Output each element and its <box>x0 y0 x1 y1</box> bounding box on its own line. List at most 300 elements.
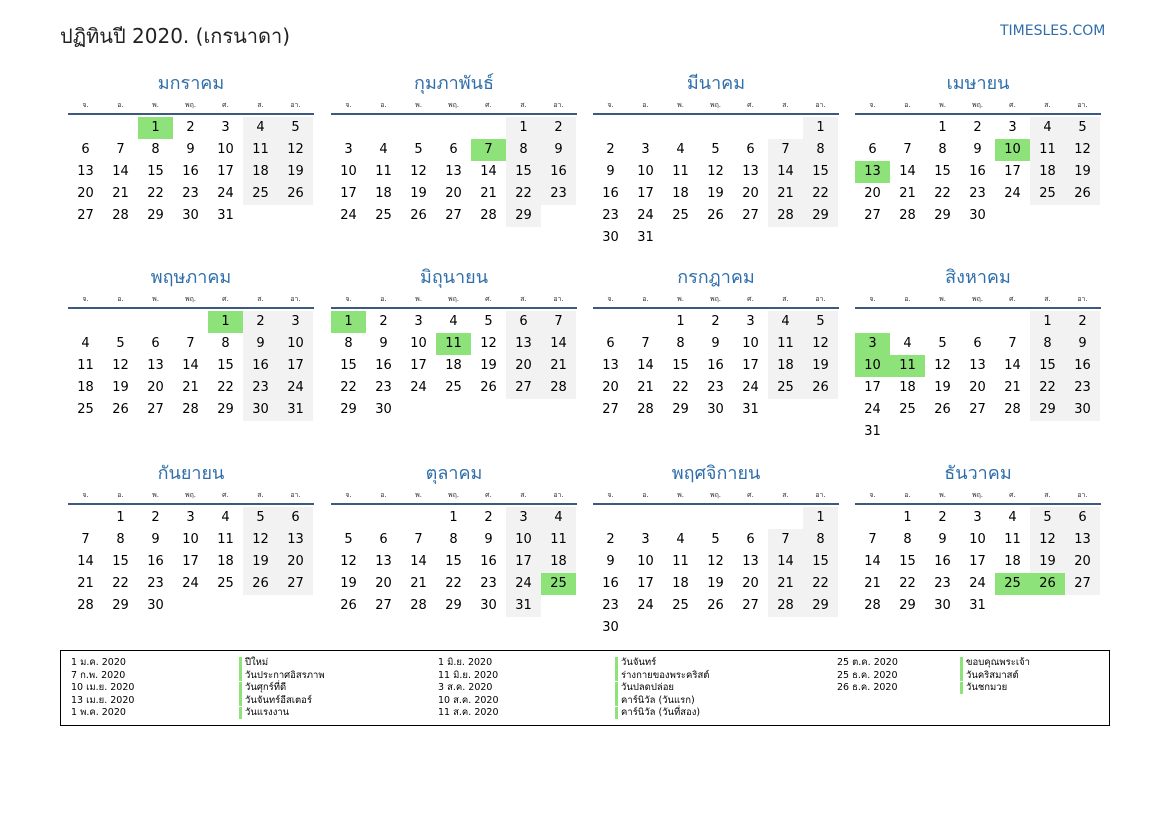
day-cell: 10 <box>217 142 234 157</box>
day-cell: 14 <box>637 358 654 373</box>
weekday-label: ส. <box>1044 295 1051 303</box>
day-cell: 2 <box>606 142 615 157</box>
holiday-day-cell: 25 <box>995 573 1030 595</box>
day-cell: 27 <box>742 208 759 223</box>
day-cell: 21 <box>1004 380 1021 395</box>
day-cell: 29 <box>147 208 164 223</box>
day-cell: 1 <box>938 120 947 135</box>
day-cell: 22 <box>803 183 838 205</box>
day-cell: 11 <box>243 139 278 161</box>
weekday-label: อา. <box>1077 491 1088 499</box>
day-cell: 19 <box>1065 161 1100 183</box>
day-cell: 21 <box>541 355 576 377</box>
day-cell: 26 <box>112 402 129 417</box>
day-cell: 7 <box>81 532 90 547</box>
holiday-date: 7 ก.พ. 2020 <box>71 669 126 681</box>
weekday-label: จ. <box>345 101 352 109</box>
day-cell: 30 <box>707 402 724 417</box>
day-cell: 2 <box>379 314 388 329</box>
day-cell: 3 <box>1008 120 1017 135</box>
weekday-label: พ. <box>677 491 684 499</box>
day-cell: 7 <box>641 336 650 351</box>
day-cell: 16 <box>934 554 951 569</box>
holiday-day-cell: 1 <box>331 311 366 333</box>
day-cell: 5 <box>711 532 720 547</box>
weekday-label: ส. <box>1044 101 1051 109</box>
day-cell: 8 <box>903 532 912 547</box>
day-cell: 6 <box>151 336 160 351</box>
day-cell: 24 <box>1004 186 1021 201</box>
weekday-label: พ. <box>677 101 684 109</box>
day-cell: 9 <box>938 532 947 547</box>
weekday-label: ส. <box>520 101 527 109</box>
day-cell: 16 <box>375 358 392 373</box>
day-grid <box>855 117 1101 249</box>
weekday-header <box>68 98 314 112</box>
day-cell: 13 <box>375 554 392 569</box>
day-cell: 19 <box>340 576 357 591</box>
day-cell: 24 <box>182 576 199 591</box>
day-cell: 3 <box>221 120 230 135</box>
day-cell: 26 <box>1065 183 1100 205</box>
weekday-label: จ. <box>607 101 614 109</box>
weekday-label: ส. <box>257 491 264 499</box>
weekday-header <box>68 292 314 306</box>
day-cell: 24 <box>278 377 313 399</box>
day-cell: 11 <box>672 164 689 179</box>
day-cell: 29 <box>934 208 951 223</box>
day-cell: 29 <box>803 595 838 617</box>
month-name: มกราคม <box>157 73 225 94</box>
day-cell: 27 <box>278 573 313 595</box>
day-cell: 20 <box>602 380 619 395</box>
day-cell: 31 <box>864 424 881 439</box>
day-cell: 8 <box>1030 333 1065 355</box>
day-cell: 15 <box>803 161 838 183</box>
page-title: ปฏิทินปี 2020. (เกรนาดา) <box>60 24 291 48</box>
day-cell: 12 <box>112 358 129 373</box>
day-cell: 21 <box>864 576 881 591</box>
weekday-header <box>331 292 577 306</box>
day-cell: 16 <box>147 554 164 569</box>
day-cell: 25 <box>77 402 94 417</box>
day-cell: 29 <box>112 598 129 613</box>
day-cell: 31 <box>969 598 986 613</box>
weekday-label: จ. <box>607 491 614 499</box>
weekday-label: พฤ. <box>447 491 460 499</box>
day-cell: 5 <box>1030 507 1065 529</box>
weekday-label: จ. <box>607 295 614 303</box>
month-block <box>855 460 1101 650</box>
day-cell: 12 <box>340 554 357 569</box>
month-name: สิงหาคม <box>945 267 1011 288</box>
weekday-label: อ. <box>117 491 124 499</box>
day-cell: 6 <box>868 142 877 157</box>
weekday-label: อ. <box>642 295 649 303</box>
day-cell: 19 <box>112 380 129 395</box>
day-cell: 12 <box>934 358 951 373</box>
day-cell: 6 <box>973 336 982 351</box>
day-cell: 22 <box>112 576 129 591</box>
holiday-marker <box>615 669 618 681</box>
month-divider <box>331 503 577 505</box>
day-cell: 25 <box>217 576 234 591</box>
holiday-day-cell: 25 <box>541 573 576 595</box>
day-cell: 22 <box>1030 377 1065 399</box>
day-cell: 17 <box>217 164 234 179</box>
day-cell: 21 <box>768 573 803 595</box>
weekday-label: พฤ. <box>447 295 460 303</box>
day-cell: 26 <box>803 377 838 399</box>
day-cell: 20 <box>278 551 313 573</box>
day-cell: 11 <box>768 333 803 355</box>
day-cell: 22 <box>934 186 951 201</box>
day-cell: 31 <box>742 402 759 417</box>
day-cell: 4 <box>541 507 576 529</box>
day-cell: 15 <box>445 554 462 569</box>
day-cell: 28 <box>899 208 916 223</box>
day-cell: 9 <box>711 336 720 351</box>
day-cell: 4 <box>676 142 685 157</box>
holiday-name: วันคริสมาสต์ <box>966 669 1019 681</box>
month-divider <box>331 113 577 115</box>
day-cell: 14 <box>768 551 803 573</box>
day-cell: 20 <box>147 380 164 395</box>
day-cell: 2 <box>151 510 160 525</box>
day-cell: 2 <box>938 510 947 525</box>
day-cell: 8 <box>803 529 838 551</box>
day-cell: 14 <box>182 358 199 373</box>
day-cell: 6 <box>746 142 755 157</box>
day-cell: 3 <box>186 510 195 525</box>
day-cell: 9 <box>1065 333 1100 355</box>
day-cell: 31 <box>506 595 541 617</box>
day-cell: 2 <box>606 532 615 547</box>
month-block <box>331 264 577 454</box>
holiday-day-cell: 3 <box>855 333 890 355</box>
day-cell: 5 <box>484 314 493 329</box>
day-cell: 14 <box>768 161 803 183</box>
day-cell: 3 <box>278 311 313 333</box>
day-cell: 22 <box>506 183 541 205</box>
day-cell: 28 <box>768 595 803 617</box>
holiday-name: วันแรงงาน <box>245 707 290 718</box>
weekday-label: พ. <box>152 491 159 499</box>
day-cell: 27 <box>1065 573 1100 595</box>
day-cell: 14 <box>112 164 129 179</box>
day-cell: 26 <box>278 183 313 205</box>
weekday-label: พฤ. <box>184 295 197 303</box>
day-cell: 1 <box>803 507 838 529</box>
day-cell: 13 <box>602 358 619 373</box>
day-cell: 29 <box>672 402 689 417</box>
day-cell: 10 <box>506 529 541 551</box>
weekday-label: อ. <box>904 101 911 109</box>
weekday-label: จ. <box>869 101 876 109</box>
day-cell: 3 <box>506 507 541 529</box>
holiday-name: วันจันทร์ <box>621 657 657 668</box>
day-cell: 2 <box>186 120 195 135</box>
weekday-header <box>855 98 1101 112</box>
day-cell: 11 <box>77 358 94 373</box>
weekday-header <box>68 488 314 502</box>
day-cell: 18 <box>217 554 234 569</box>
day-cell: 19 <box>934 380 951 395</box>
weekday-label: พ. <box>939 491 946 499</box>
weekday-label: ศ. <box>485 491 492 499</box>
month-divider <box>855 503 1101 505</box>
day-cell: 6 <box>1065 507 1100 529</box>
day-grid <box>68 507 314 639</box>
day-cell: 30 <box>602 230 619 245</box>
day-cell: 17 <box>637 186 654 201</box>
holiday-marker <box>615 707 618 719</box>
weekday-label: อา. <box>553 295 564 303</box>
day-cell: 24 <box>637 208 654 223</box>
day-cell: 25 <box>899 402 916 417</box>
weekday-header <box>331 488 577 502</box>
day-cell: 12 <box>480 336 497 351</box>
holiday-date: 1 พ.ค. 2020 <box>71 707 126 718</box>
month-name: กันยายน <box>157 463 225 484</box>
day-cell: 24 <box>340 208 357 223</box>
day-cell: 9 <box>186 142 195 157</box>
holiday-name: วันศุกร์ที่ดี <box>245 682 287 693</box>
weekday-label: จ. <box>82 101 89 109</box>
holiday-day-cell: 7 <box>471 139 506 161</box>
weekday-label: อา. <box>290 491 301 499</box>
day-cell: 14 <box>899 164 916 179</box>
weekday-label: พฤ. <box>709 491 722 499</box>
holiday-marker <box>615 694 618 706</box>
holiday-day-cell: 13 <box>855 161 890 183</box>
weekday-label: อ. <box>380 295 387 303</box>
day-cell: 10 <box>969 532 986 547</box>
weekday-label: อ. <box>380 101 387 109</box>
day-cell: 12 <box>707 554 724 569</box>
day-cell: 18 <box>541 551 576 573</box>
day-cell: 31 <box>217 208 234 223</box>
day-cell: 13 <box>445 164 462 179</box>
day-cell: 23 <box>541 183 576 205</box>
day-grid <box>331 311 577 443</box>
weekday-header <box>855 292 1101 306</box>
holiday-marker <box>239 669 242 681</box>
weekday-label: อ. <box>117 295 124 303</box>
day-cell: 2 <box>1065 311 1100 333</box>
day-cell: 19 <box>243 551 278 573</box>
holiday-day-cell: 10 <box>855 355 890 377</box>
weekday-label: ศ. <box>222 295 229 303</box>
day-cell: 1 <box>676 314 685 329</box>
day-cell: 30 <box>934 598 951 613</box>
weekday-label: ส. <box>782 491 789 499</box>
day-cell: 3 <box>344 142 353 157</box>
holiday-day-cell: 26 <box>1030 573 1065 595</box>
day-cell: 30 <box>182 208 199 223</box>
day-cell: 20 <box>77 186 94 201</box>
day-cell: 20 <box>742 576 759 591</box>
day-cell: 10 <box>637 554 654 569</box>
weekday-label: อา. <box>290 295 301 303</box>
day-cell: 30 <box>147 598 164 613</box>
day-cell: 29 <box>1030 399 1065 421</box>
day-cell: 4 <box>676 532 685 547</box>
day-cell: 12 <box>278 139 313 161</box>
holiday-date: 1 มิ.ย. 2020 <box>438 657 493 668</box>
day-cell: 27 <box>602 402 619 417</box>
day-cell: 16 <box>707 358 724 373</box>
weekday-label: พฤ. <box>184 491 197 499</box>
day-cell: 17 <box>742 358 759 373</box>
day-cell: 19 <box>410 186 427 201</box>
weekday-header <box>331 98 577 112</box>
day-cell: 12 <box>803 333 838 355</box>
weekday-label: ส. <box>257 101 264 109</box>
weekday-label: พฤ. <box>447 101 460 109</box>
weekday-label: ส. <box>257 295 264 303</box>
day-cell: 13 <box>77 164 94 179</box>
holiday-name: วันประกาศอิสรภาพ <box>245 669 325 681</box>
day-cell: 20 <box>445 186 462 201</box>
day-cell: 18 <box>243 161 278 183</box>
day-cell: 6 <box>278 507 313 529</box>
day-cell: 19 <box>278 161 313 183</box>
month-block <box>68 460 314 650</box>
day-cell: 13 <box>969 358 986 373</box>
weekday-label: พ. <box>152 295 159 303</box>
month-block <box>593 264 839 454</box>
day-cell: 6 <box>81 142 90 157</box>
holiday-name: คาร์นิวัล (วันที่สอง) <box>621 707 701 718</box>
day-cell: 15 <box>672 358 689 373</box>
day-cell: 17 <box>410 358 427 373</box>
day-cell: 25 <box>672 208 689 223</box>
day-cell: 21 <box>410 576 427 591</box>
weekday-label: อ. <box>380 491 387 499</box>
day-cell: 3 <box>641 532 650 547</box>
day-cell: 17 <box>278 355 313 377</box>
holiday-day-cell: 11 <box>436 333 471 355</box>
holiday-day-cell: 11 <box>890 355 925 377</box>
day-cell: 20 <box>969 380 986 395</box>
day-cell: 1 <box>803 117 838 139</box>
day-cell: 22 <box>340 380 357 395</box>
weekday-label: พ. <box>415 101 422 109</box>
holiday-name: ปีใหม่ <box>245 657 269 668</box>
month-name: ตุลาคม <box>425 463 483 484</box>
day-cell: 27 <box>77 208 94 223</box>
day-cell: 29 <box>217 402 234 417</box>
day-cell: 19 <box>707 186 724 201</box>
day-cell: 4 <box>1008 510 1017 525</box>
weekday-label: พฤ. <box>971 295 984 303</box>
day-cell: 14 <box>541 333 576 355</box>
day-cell: 4 <box>903 336 912 351</box>
weekday-label: อา. <box>815 295 826 303</box>
day-cell: 23 <box>602 598 619 613</box>
day-cell: 21 <box>77 576 94 591</box>
day-cell: 18 <box>1004 554 1021 569</box>
month-block <box>331 460 577 650</box>
day-cell: 15 <box>147 164 164 179</box>
day-cell: 9 <box>151 532 160 547</box>
day-cell: 25 <box>375 208 392 223</box>
brand-link[interactable]: TIMESLES.COM <box>1000 23 1106 39</box>
day-cell: 24 <box>217 186 234 201</box>
weekday-label: จ. <box>869 295 876 303</box>
day-cell: 14 <box>864 554 881 569</box>
day-cell: 28 <box>77 598 94 613</box>
day-cell: 15 <box>506 161 541 183</box>
weekday-label: ส. <box>1044 491 1051 499</box>
day-grid <box>68 117 314 249</box>
holiday-date: 26 ธ.ค. 2020 <box>837 682 898 693</box>
day-cell: 13 <box>742 164 759 179</box>
day-cell: 4 <box>221 510 230 525</box>
day-cell: 10 <box>742 336 759 351</box>
weekday-label: พ. <box>415 491 422 499</box>
day-cell: 5 <box>116 336 125 351</box>
day-cell: 11 <box>217 532 234 547</box>
day-cell: 1 <box>506 117 541 139</box>
weekday-label: ศ. <box>1009 295 1016 303</box>
weekday-label: อา. <box>1077 101 1088 109</box>
weekday-label: พฤ. <box>709 295 722 303</box>
day-cell: 27 <box>147 402 164 417</box>
day-cell: 6 <box>746 532 755 547</box>
weekday-label: ศ. <box>1009 101 1016 109</box>
day-cell: 27 <box>506 377 541 399</box>
day-cell: 23 <box>243 377 278 399</box>
weekday-label: พ. <box>415 295 422 303</box>
day-cell: 28 <box>410 598 427 613</box>
day-cell: 7 <box>768 139 803 161</box>
holiday-date: 10 ส.ค. 2020 <box>438 694 499 706</box>
holiday-date: 10 เม.ย. 2020 <box>71 682 135 693</box>
holiday-marker <box>239 682 242 694</box>
day-cell: 13 <box>506 333 541 355</box>
day-cell: 26 <box>934 402 951 417</box>
weekday-label: พฤ. <box>184 101 197 109</box>
day-cell: 25 <box>243 183 278 205</box>
day-cell: 11 <box>375 164 392 179</box>
day-grid <box>593 507 839 639</box>
weekday-label: ศ. <box>747 491 754 499</box>
day-cell: 14 <box>1004 358 1021 373</box>
month-divider <box>68 503 314 505</box>
day-cell: 16 <box>1065 355 1100 377</box>
day-cell: 23 <box>147 576 164 591</box>
day-cell: 6 <box>606 336 615 351</box>
day-cell: 19 <box>803 355 838 377</box>
weekday-label: อา. <box>553 491 564 499</box>
day-cell: 12 <box>1065 139 1100 161</box>
holiday-date: 25 ต.ค. 2020 <box>837 657 898 668</box>
day-cell: 21 <box>182 380 199 395</box>
holiday-marker <box>960 669 963 681</box>
day-cell: 20 <box>506 355 541 377</box>
day-cell: 2 <box>711 314 720 329</box>
weekday-label: พ. <box>939 101 946 109</box>
day-grid <box>68 311 314 443</box>
day-cell: 27 <box>864 208 881 223</box>
day-cell: 27 <box>742 598 759 613</box>
day-cell: 3 <box>746 314 755 329</box>
day-cell: 25 <box>445 380 462 395</box>
day-cell: 7 <box>116 142 125 157</box>
month-divider <box>855 113 1101 115</box>
